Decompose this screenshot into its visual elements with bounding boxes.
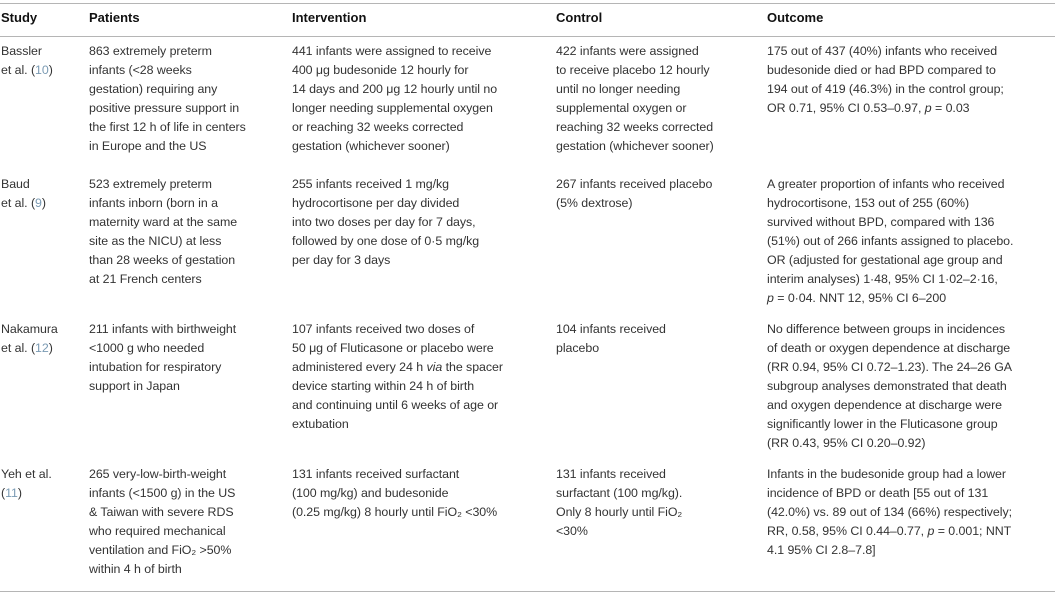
intervention-text: 107 infants received two doses of 50 μg of Fluticasone or placebo were administered every 24 h [292, 322, 494, 374]
reference-link[interactable]: 12 [35, 341, 49, 355]
patients-cell: 863 extremely preterm infants (<28 weeks gestation) requiring any positive pressure support in the first 12 h of life in centers in Europe and the US [89, 44, 246, 153]
study-ref-close: ) [17, 486, 22, 500]
reference-link[interactable]: 11 [5, 486, 18, 500]
study-name: Nakamura et al. ( [1, 322, 58, 355]
intervention-cell: 255 infants received 1 mg/kg hydrocortisone per day divided into two doses per day for 7 days, followed by one dose of 0·5 mg/kg per day for 3 days [292, 177, 480, 267]
header-control: Control [556, 10, 603, 25]
table-bottom-rule [0, 591, 1055, 592]
patients-cell: 265 very-low-birth-weight infants (<1500 g) in the US & Taiwan with severe RDS who required mechanical ventilation and FiO₂ >50% within 4 h of birth [89, 467, 236, 576]
p-symbol: p [927, 524, 935, 538]
study-ref-close: ) [48, 63, 53, 77]
via-word: via [426, 360, 443, 374]
outcome-text: Infants in the budesonide group had a lower incidence of BPD or death [55 out of 131 (42.0%) vs. 89 out of 134 (66%) respectively; RR, 0.58, 95% CI 0.44–0.77, [767, 467, 1012, 538]
control-cell: 422 infants were assigned to receive placebo 12 hourly until no longer needing supplemental oxygen or reaching 32 weeks corrected gestation (whichever sooner) [556, 44, 714, 153]
p-symbol: p [767, 291, 774, 305]
study-cell [1, 320, 81, 358]
patients-cell: 211 infants with birthweight <1000 g who needed intubation for respiratory support in Japan [89, 322, 237, 393]
intervention-cell: 441 infants were assigned to receive 400 μg budesonide 12 hourly for 14 days and 200 μg 12 hourly until no longer needing supplemental oxygen or reaching 32 weeks corrected gestation (whichever sooner) [292, 44, 498, 153]
header-intervention: Intervention [292, 10, 367, 25]
header-rule [0, 36, 1055, 37]
outcome-text-end: = 0·04. NNT 12, 95% CI 6–200 [773, 291, 947, 305]
study-name: Bassler et al. ( [1, 44, 42, 77]
outcome-cell [767, 42, 1055, 118]
outcome-cell [767, 175, 1055, 308]
control-cell: 131 infants received surfactant (100 mg/kg). Only 8 hourly until FiO₂ <30% [556, 467, 683, 538]
header-outcome: Outcome [767, 10, 824, 25]
outcome-cell [767, 465, 1055, 560]
patients-cell: 523 extremely preterm infants inborn (born in a maternity ward at the same site as the NICU) at less than 28 weeks of gestation at 21 French centers [89, 177, 238, 286]
outcome-text: 175 out of 437 (40%) infants who received budesonide died or had BPD compared to 194 out of 419 (46.3%) in the control group; OR 0.71, 95% CI 0.53–0.97, [767, 44, 1004, 115]
intervention-cell [292, 320, 544, 434]
header-patients: Patients [89, 10, 140, 25]
intervention-text-end: the spacer device starting within 24 h of birth and continuing until 6 weeks of age or extubation [292, 360, 503, 431]
reference-link[interactable]: 10 [35, 63, 49, 77]
study-name: Yeh et al. ( [1, 467, 52, 500]
outcome-text-end: = 0.001; NNT 4.1 95% CI 2.8–7.8] [767, 524, 1012, 557]
header-study: Study [1, 10, 38, 25]
study-ref-close: ) [41, 196, 46, 210]
control-cell: 267 infants received placebo (5% dextrose) [556, 177, 713, 210]
study-name: Baud et al. ( [1, 177, 36, 210]
outcome-text: A greater proportion of infants who received hydrocortisone, 153 out of 255 (60%) survived without BPD, compared with 136 (51%) out of 266 infants assigned to placebo. OR (adjusted for gestational age group and interim analyses) 1·48, 95% CI 1·02–2·16, [767, 177, 1014, 286]
control-cell: 104 infants received placebo [556, 322, 666, 355]
p-symbol: p [924, 101, 932, 115]
study-cell [1, 465, 81, 503]
table-top-rule [0, 3, 1055, 4]
outcome-cell: No difference between groups in incidences of death or oxygen dependence at discharge (RR 0.94, 95% CI 0.72–1.23). The 24–26 GA subgroup analyses demonstrated that death and oxygen dependence at discharge were significantly lower in the Fluticasone group (RR 0.43, 95% CI 0.20–0.92) [767, 322, 1012, 450]
reference-link[interactable]: 9 [35, 196, 42, 210]
study-cell [1, 175, 81, 213]
study-cell [1, 42, 81, 80]
outcome-text-end: = 0.03 [931, 101, 970, 115]
intervention-cell: 131 infants received surfactant (100 mg/kg) and budesonide (0.25 mg/kg) 8 hourly until FiO₂ <30% [292, 467, 498, 519]
study-ref-close: ) [48, 341, 53, 355]
